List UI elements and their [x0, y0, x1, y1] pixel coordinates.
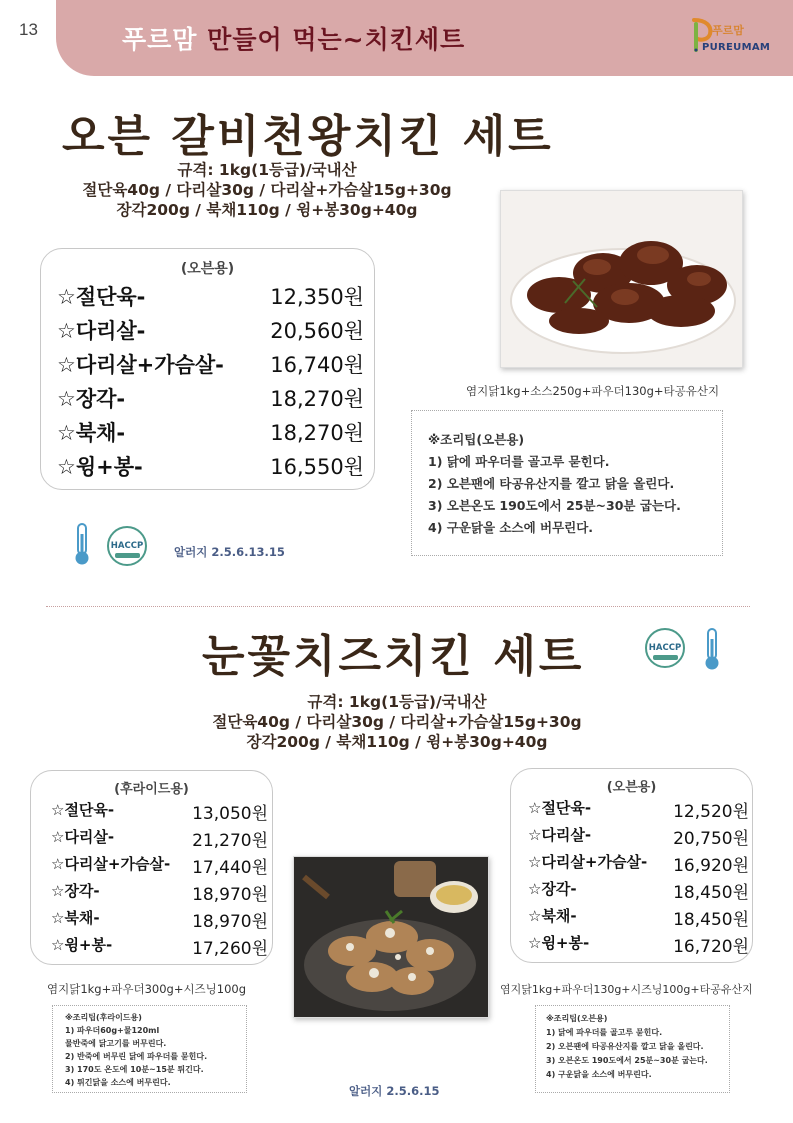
set2-title: 눈꽃치즈치킨 세트 — [202, 631, 585, 682]
tip-step: 4) 구운닭을 소스에 버무린다. — [428, 520, 594, 535]
brand-logo — [688, 14, 771, 62]
set2-oven-price-box — [510, 768, 753, 963]
set2-spec-line: 규격: 1kg(1등급)/국내산 — [307, 693, 487, 711]
item-price: 18,270원 — [270, 387, 364, 411]
tip-step: 4) 구운닭을 소스에 버무린다. — [546, 1070, 652, 1079]
item-price: 13,050원 — [192, 804, 268, 824]
item-price: 12,350원 — [270, 285, 364, 309]
item-price: 17,440원 — [192, 858, 268, 878]
set2-spec-line: 장각200g / 북채110g / 윙+봉30g+40g — [246, 733, 548, 751]
haccp-badge — [645, 628, 685, 668]
set1-spec-line: 절단육40g / 다리살30g / 다리살+가슴살15g+30g — [82, 181, 452, 199]
oven-caption: 염지닭1kg+파우더130g+시즈닝100g+타공유산지 — [500, 983, 753, 996]
item-name: ☆북채- — [57, 421, 126, 445]
item-name: ☆장각- — [57, 387, 126, 411]
set1-title: 오븐 갈비천왕치킨 세트 — [62, 111, 554, 162]
item-name: ☆북채- — [528, 907, 577, 925]
item-name: ☆북채- — [51, 909, 100, 927]
item-price: 18,270원 — [270, 421, 364, 445]
set2-spec-line: 절단육40g / 다리살30g / 다리살+가슴살15g+30g — [212, 713, 582, 731]
haccp-band — [115, 553, 140, 558]
item-price: 18,450원 — [673, 883, 749, 903]
item-name: ☆절단육- — [57, 285, 146, 309]
tip-step: 2) 오븐팬에 타공유산지를 깔고 닭을 올린다. — [546, 1042, 704, 1051]
fryer-tip-box — [52, 1005, 247, 1093]
set1-allergy: 알러지 2.5.6.13.15 — [174, 545, 285, 559]
set1-spec-line: 규격: 1kg(1등급)/국내산 — [177, 161, 357, 179]
item-name: ☆절단육- — [51, 801, 115, 819]
item-price: 16,740원 — [270, 353, 364, 377]
logo-text-en: PUREUMAM — [702, 42, 771, 53]
thermometer-icon — [73, 522, 91, 566]
tip-step: 4) 튀긴닭을 소스에 버무린다. — [65, 1078, 171, 1087]
item-price: 18,970원 — [192, 912, 268, 932]
tip-step: 3) 오븐온도 190도에서 25분~30분 굽는다. — [428, 498, 681, 513]
item-name: ☆절단육- — [528, 799, 592, 817]
set1-tip-box — [411, 410, 723, 556]
set2-spec — [192, 692, 602, 752]
header-title-rest: 만들어 먹는~치킨세트 — [207, 25, 466, 54]
oven-box-label: (오븐용) — [606, 780, 657, 795]
tip-step: 1) 파우더60g+물120ml — [65, 1026, 160, 1035]
set1-spec — [62, 160, 472, 220]
tip-step: 2) 반죽에 버무린 닭에 파우더를 묻힌다. — [65, 1052, 208, 1061]
set2-allergy: 알러지 2.5.6.15 — [349, 1084, 440, 1098]
item-name: ☆장각- — [528, 880, 577, 898]
haccp-band — [653, 655, 678, 660]
header-title — [122, 20, 465, 56]
tip-step: 3) 170도 온도에 10분~15분 튀긴다. — [65, 1065, 204, 1074]
fryer-box-label: (후라이드용) — [114, 782, 189, 797]
item-price: 12,520원 — [673, 802, 749, 822]
tip-step: 1) 닭에 파우더를 골고루 묻힌다. — [428, 454, 610, 469]
page-number: 13 — [19, 20, 38, 39]
set1-photo — [500, 190, 743, 368]
item-name: ☆장각- — [51, 882, 100, 900]
item-name: ☆윙+봉- — [57, 455, 143, 479]
tip-step: 2) 오븐팬에 타공유산지를 깔고 닭을 올린다. — [428, 476, 675, 491]
item-name: ☆다리살+가슴살- — [528, 853, 648, 871]
item-price: 20,750원 — [673, 829, 749, 849]
item-name: ☆다리살+가슴살- — [57, 353, 224, 377]
haccp-text: HACCP — [648, 643, 682, 653]
item-price: 18,450원 — [673, 910, 749, 930]
cheese-chicken-image — [294, 857, 489, 1018]
set1-spec-line: 장각200g / 북채110g / 윙+봉30g+40g — [116, 201, 418, 219]
tip-title: ※조리팁(오븐용) — [428, 432, 525, 447]
tip-title: ※조리팁(후라이드용) — [65, 1013, 142, 1022]
set1-price-box — [40, 248, 375, 490]
item-price: 21,270원 — [192, 831, 268, 851]
set1-photo-caption: 염지닭1kg+소스250g+파우더130g+타공유산지 — [466, 384, 720, 398]
item-name: ☆윙+봉- — [528, 934, 590, 952]
item-price: 16,720원 — [673, 937, 749, 957]
item-name: ☆다리살- — [528, 826, 592, 844]
glazed-chicken-image — [501, 191, 743, 368]
haccp-badge — [107, 526, 147, 566]
fryer-caption: 염지닭1kg+파우더300g+시즈닝100g — [47, 982, 247, 996]
header-brand: 푸르맘 — [122, 25, 198, 54]
thermometer-icon — [703, 627, 721, 671]
set2-photo — [293, 856, 489, 1018]
set1-box-label: (오븐용) — [180, 261, 235, 277]
item-price: 17,260원 — [192, 939, 268, 959]
haccp-text: HACCP — [110, 541, 144, 551]
item-price: 16,920원 — [673, 856, 749, 876]
item-price: 20,560원 — [270, 319, 364, 343]
tip-step: 3) 오븐온도 190도에서 25분~30분 굽는다. — [546, 1056, 708, 1065]
section-divider — [46, 606, 750, 607]
set2-fryer-price-box — [30, 770, 273, 965]
oven-tip-box — [535, 1005, 730, 1093]
item-price: 18,970원 — [192, 885, 268, 905]
item-name: ☆다리살- — [57, 319, 146, 343]
tip-step: 물반죽에 닭고기를 버무린다. — [65, 1039, 167, 1048]
item-name: ☆다리살+가슴살- — [51, 855, 171, 873]
tip-step: 1) 닭에 파우더를 골고루 묻힌다. — [546, 1028, 663, 1037]
logo-text-kr: 푸르맘 — [712, 24, 744, 37]
tip-title: ※조리팁(오븐용) — [546, 1014, 608, 1023]
item-name: ☆윙+봉- — [51, 936, 113, 954]
item-name: ☆다리살- — [51, 828, 115, 846]
item-price: 16,550원 — [270, 455, 364, 479]
